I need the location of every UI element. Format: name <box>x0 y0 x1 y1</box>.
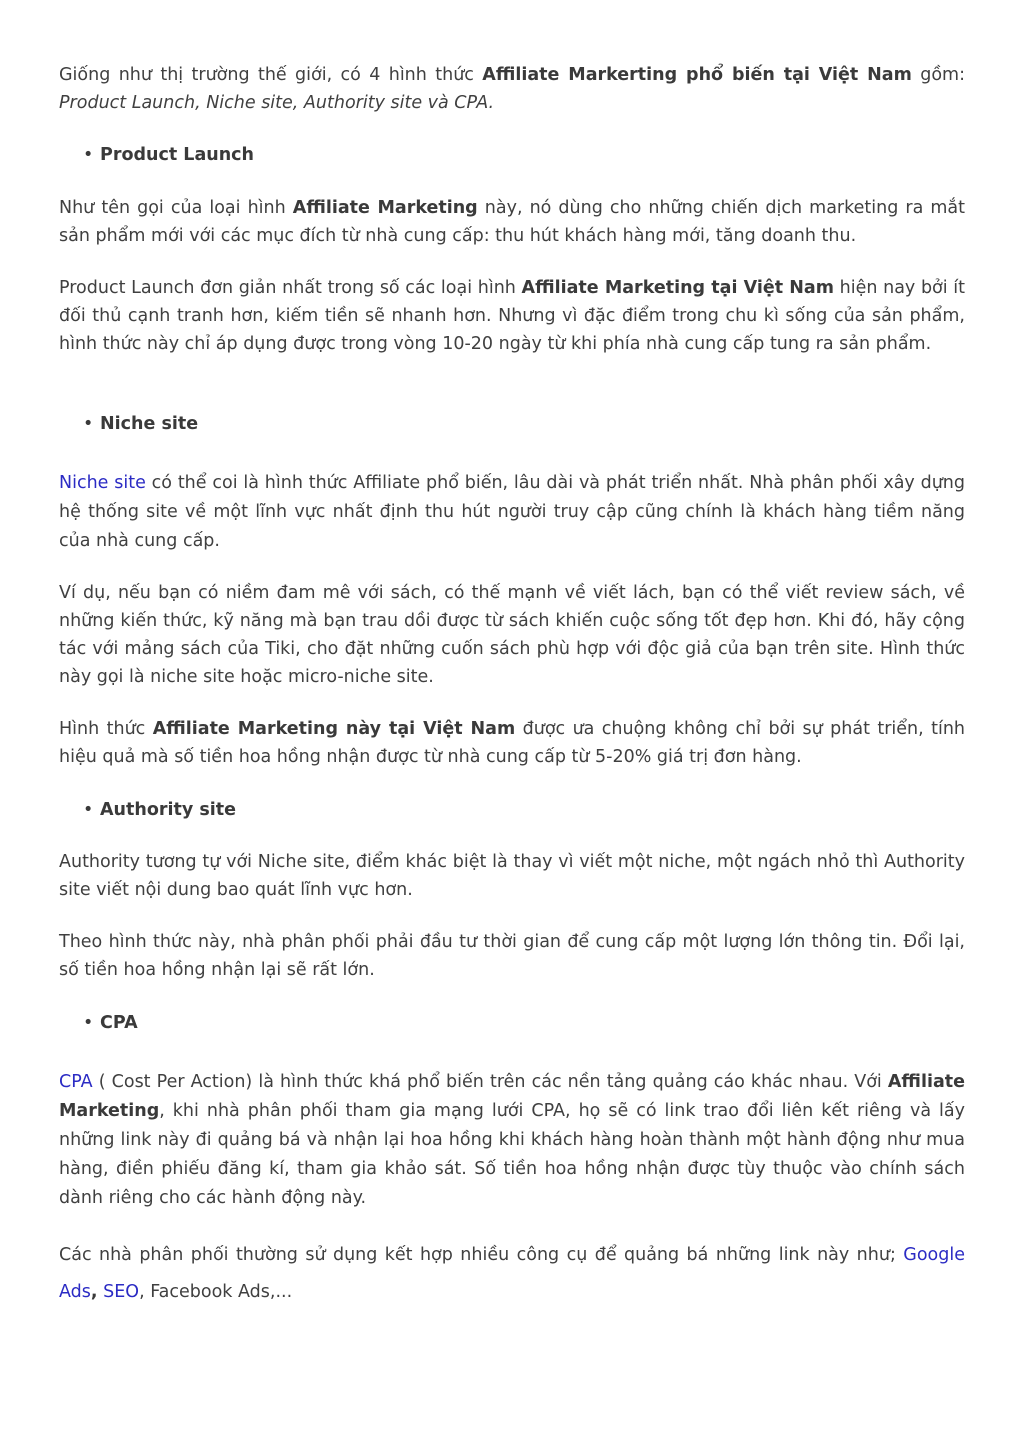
paragraph-text: hiện nay bởi ít đối thủ cạnh tranh hơn, kiếm tiền sẽ nhanh hơn. Nhưng vì đặc điểm trong chu kì sống của sản phẩm, hình thức này chỉ áp dụng được trong vòng 10-20 ngày từ khi phía nhà cung cấp tung ra sản phẩm. <box>59 278 966 354</box>
authority-site-paragraph-2 <box>59 928 965 984</box>
heading-cpa <box>83 1009 138 1037</box>
heading-authority-site <box>83 796 236 824</box>
paragraph-text: , Facebook Ads,... <box>139 1282 293 1302</box>
intro-bold: Affiliate Markerting phổ biến tại Việt Nam <box>482 65 912 85</box>
intro-paragraph <box>59 61 965 117</box>
paragraph-text: Theo hình thức này, nhà phân phối phải đầu tư thời gian để cung cấp một lượng lớn thông tin. Đổi lại, số tiền hoa hồng nhận lại sẽ rất lớn. <box>59 932 965 980</box>
heading-label: Product Launch <box>100 145 255 165</box>
paragraph-text: có thể coi là hình thức Affiliate phổ biến, lâu dài và phát triển nhất. Nhà phân phối xây dựng hệ thống site về một lĩnh vực nhất định thu hút người truy cập cũng chính là khách hàng tiềm năng của nhà cung cấp. <box>59 473 965 551</box>
paragraph-text: Hình thức <box>59 719 153 739</box>
heading-niche-site <box>83 410 198 438</box>
cpa-link[interactable]: CPA <box>59 1072 93 1092</box>
paragraph-text: được ưa chuộng không chỉ bởi sự phát triển, tính hiệu quả mà số tiền hoa hồng nhận được từ nhà cung cấp từ 5-20% giá trị đơn hàng. <box>59 719 965 767</box>
cpa-paragraph-2 <box>59 1237 965 1311</box>
paragraph-text: Ví dụ, nếu bạn có niềm đam mê với sách, có thế mạnh về viết lách, bạn có thể viết review sách, về những kiến thức, kỹ năng mà bạn trau dồi được từ sách khiến cuộc sống tốt đẹp hơn. Khi đó, hãy cộng tác với mảng sách của Tiki, cho đặt những cuốn sách phù hợp với độc giả của bạn trên site. Hình thức này gọi là niche site hoặc micro-niche site. <box>59 583 965 687</box>
paragraph-text: Product Launch đơn giản nhất trong số các loại hình <box>59 278 522 298</box>
seo-link[interactable]: SEO <box>103 1282 140 1302</box>
bold-term: Affiliate Marketing <box>292 198 478 218</box>
product-launch-paragraph-1 <box>59 194 965 250</box>
intro-italic-list: Product Launch, Niche site, Authority site và CPA. <box>59 93 495 113</box>
paragraph-text: Như tên gọi của loại hình <box>59 198 293 218</box>
intro-text: Giống như thị trường thế giới, có 4 hình thức <box>59 65 483 85</box>
heading-label: Authority site <box>100 800 236 820</box>
heading-label: Niche site <box>100 414 199 434</box>
heading-label: CPA <box>100 1013 138 1033</box>
niche-site-paragraph-1 <box>59 469 965 556</box>
paragraph-text: Các nhà phân phối thường sử dụng kết hợp nhiều công cụ để quảng bá những link này như; <box>59 1245 904 1265</box>
paragraph-text: Authority tương tự với Niche site, điểm khác biệt là thay vì viết một niche, một ngách nhỏ thì Authority site viết nội dung bao quát lĩnh vực hơn. <box>59 852 965 900</box>
intro-text-end: gồm: <box>911 65 965 85</box>
product-launch-paragraph-2 <box>59 274 965 358</box>
bold-term: Affiliate Marketing <box>59 1072 965 1121</box>
heading-product-launch <box>83 141 254 169</box>
paragraph-text: ( Cost Per Action) là hình thức khá phổ biến trên các nền tảng quảng cáo khác nhau. Với <box>92 1072 888 1092</box>
niche-site-link[interactable]: Niche site <box>59 473 146 493</box>
paragraph-text: , khi nhà phân phối tham gia mạng lưới CPA, họ sẽ có link trao đổi liên kết riêng và lấy những link này đi quảng bá và nhận lại hoa hồng khi khách hàng hoàn thành một hành động như mua hàng, điền phiếu đăng kí, tham gia khảo sát. Số tiền hoa hồng nhận được tùy thuộc vào chính sách dành riêng cho các hành động này. <box>59 1101 965 1208</box>
separator-comma: , <box>90 1282 98 1302</box>
bold-term: Affiliate Marketing tại Việt Nam <box>521 278 834 298</box>
google-ads-link[interactable]: Google Ads <box>59 1245 965 1302</box>
niche-site-paragraph-3 <box>59 715 965 771</box>
authority-site-paragraph-1 <box>59 848 965 904</box>
paragraph-text: này, nó dùng cho những chiến dịch marketing ra mắt sản phẩm mới với các mục đích từ nhà cung cấp: thu hút khách hàng mới, tăng doanh thu. <box>59 198 965 246</box>
cpa-paragraph-1 <box>59 1068 965 1213</box>
niche-site-paragraph-2 <box>59 579 965 691</box>
bold-term: Affiliate Marketing này tại Việt Nam <box>152 719 516 739</box>
